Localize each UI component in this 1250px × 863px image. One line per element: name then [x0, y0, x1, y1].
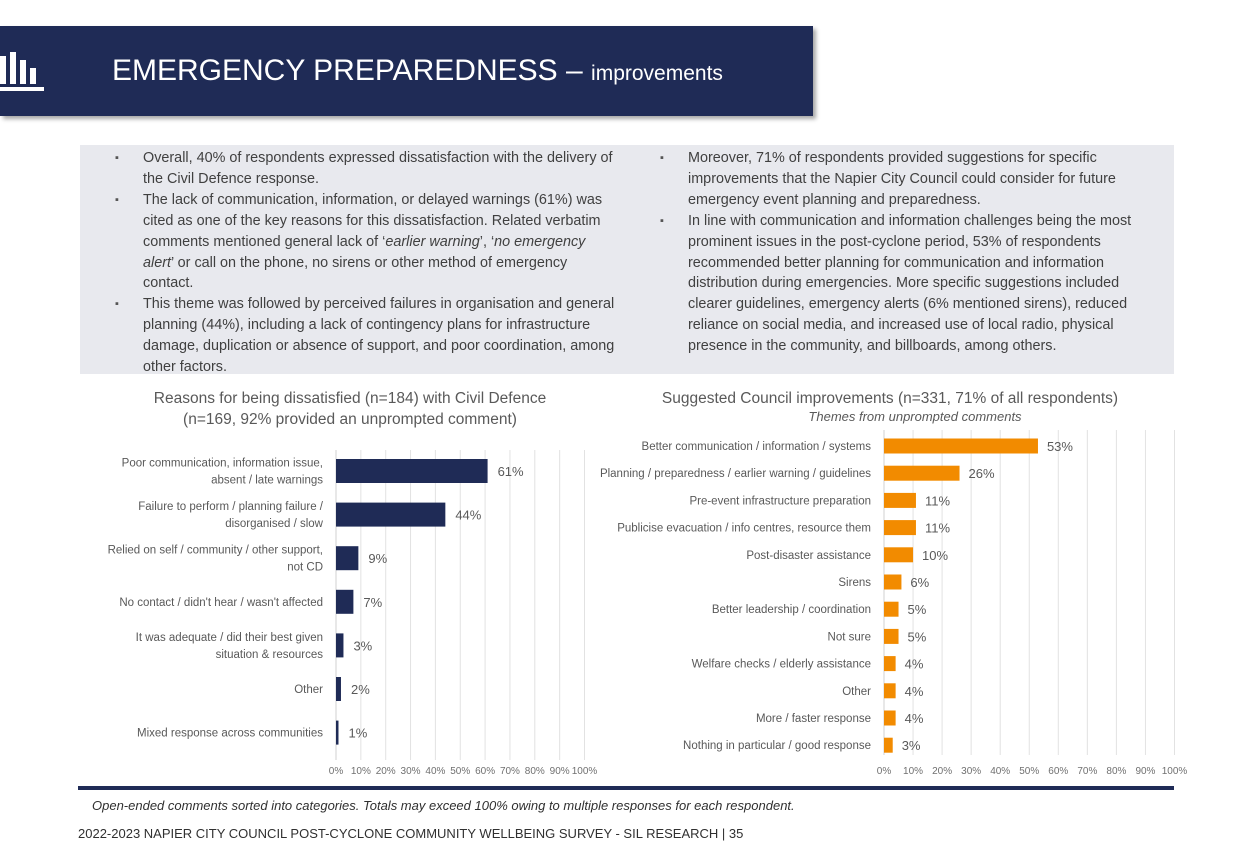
bullet-item: ▪ Moreover, 71% of respondents provided suggestions for specific improvements that the Napier City Council could consider for future emergency event planning and preparedness. — [660, 150, 1116, 208]
data-label: 2% — [350, 682, 370, 697]
x-tick-label: 100% — [1161, 766, 1188, 777]
chart1-title: Reasons for being dissatisfied (n=184) with Civil Defence (n=169, 92% provided an unprompted comment) — [153, 390, 547, 428]
bullet-item: ▪ Overall, 40% of respondents expressed dissatisfaction with the delivery of the Civil Defence response. — [115, 150, 613, 187]
data-label: 7% — [363, 594, 383, 610]
page-footer: 2022-2023 NAPIER CITY COUNCIL POST-CYCLONE COMMUNITY WELLBEING SURVEY - SIL RESEARCH | 35 — [78, 826, 744, 841]
footer-divider — [78, 786, 1174, 790]
bar — [884, 711, 896, 726]
x-tick-label: 0% — [876, 766, 892, 777]
bar — [884, 439, 1038, 454]
data-label: 1% — [348, 725, 368, 741]
data-label: 3% — [353, 638, 373, 654]
x-tick-label: 20% — [932, 766, 953, 777]
bullet-item: ▪ In line with communication and information challenges being the most prominent issues in the post-cyclone period, 53% of respondents recommended better planning for communication and information distribution during emergencies. More specific suggestions included clearer guidelines, emergency alerts (6% mentioned sirens), reduced reliance on social media, and increased use of local radio, physical presence in the community, and billboards, among others. — [660, 212, 1132, 355]
x-tick-label: 80% — [524, 766, 545, 777]
category-label: absent / late warnings — [211, 474, 323, 487]
data-label: 4% — [904, 711, 924, 726]
x-tick-label: 30% — [400, 766, 421, 777]
category-label: Other — [842, 685, 871, 698]
bar — [884, 629, 899, 644]
category-label: not CD — [287, 561, 323, 574]
bar — [884, 466, 960, 481]
x-tick-label: 70% — [1077, 766, 1098, 777]
chart2-subtitle: Themes from unprompted comments — [808, 409, 1022, 424]
data-label: 6% — [910, 575, 930, 590]
x-tick-label: 40% — [990, 766, 1011, 777]
data-label: 5% — [907, 629, 927, 645]
summary-right-column — [660, 148, 1150, 357]
category-label: Failure to perform / planning failure / — [138, 501, 323, 514]
data-label: 10% — [922, 547, 949, 563]
bar-chart-icon — [0, 50, 46, 92]
data-label: 9% — [368, 551, 388, 567]
bullet-square-icon: ▪ — [660, 152, 664, 164]
category-label: Nothing in particular / good response — [683, 740, 871, 753]
category-label: disorganised / slow — [225, 518, 323, 531]
bar — [884, 547, 913, 562]
bar — [884, 493, 916, 508]
data-label: 61% — [497, 464, 524, 479]
bullet-square-icon: ▪ — [115, 152, 119, 164]
category-label: situation & resources — [215, 648, 323, 661]
summary-left-column — [115, 148, 615, 378]
footnote: Open-ended comments sorted into categories. Totals may exceed 100% owing to multiple responses for each respondent. — [92, 798, 795, 813]
data-label: 4% — [904, 683, 924, 699]
x-tick-label: 50% — [450, 766, 471, 777]
bullet-item: ▪ The lack of communication, information, or delayed warnings (61%) was cited as one of the key reasons for this dissatisfaction. Related verbatim comments mentioned general lack of ‘earlier warning’, ‘no emergency alert’ or call on the phone, no sirens or other method of emergency contact. — [115, 191, 603, 292]
category-label: Better communication / information / systems — [641, 441, 871, 453]
category-label: Post-disaster assistance — [746, 549, 871, 562]
category-label: Relied on self / community / other support, — [107, 544, 323, 557]
category-label: Other — [294, 684, 323, 696]
x-tick-label: 90% — [1135, 766, 1156, 777]
x-tick-label: 0% — [328, 766, 344, 777]
x-tick-label: 60% — [475, 766, 496, 777]
bar — [884, 683, 896, 698]
category-label: No contact / didn't hear / wasn't affected — [119, 596, 323, 609]
x-tick-label: 50% — [1019, 766, 1040, 777]
x-tick-label: 60% — [1048, 766, 1069, 777]
data-label: 26% — [968, 466, 995, 482]
category-label: It was adequate / did their best given — [135, 631, 323, 644]
page-title-sub: improvements — [591, 62, 723, 85]
category-label: More / faster response — [755, 713, 871, 725]
data-label: 4% — [904, 656, 924, 672]
bar — [884, 656, 896, 671]
x-tick-label: 70% — [499, 766, 520, 777]
category-label: Poor communication, information issue, — [121, 457, 323, 470]
page-title-main: EMERGENCY PREPAREDNESS – — [112, 54, 583, 87]
bullet-square-icon: ▪ — [115, 193, 119, 206]
x-tick-label: 90% — [549, 766, 570, 777]
chart2-title: Suggested Council improvements (n=331, 71% of all respondents) — [661, 390, 1119, 407]
category-label: Planning / preparedness / earlier warning / guidelines — [599, 468, 871, 481]
category-label: Not sure — [827, 631, 871, 644]
x-tick-label: 20% — [375, 766, 396, 777]
bullet-square-icon: ▪ — [660, 214, 664, 227]
x-tick-label: 10% — [903, 766, 924, 777]
category-label: Mixed response across communities — [137, 727, 323, 740]
data-label: 53% — [1046, 439, 1073, 454]
category-label: Better leadership / coordination — [711, 604, 871, 617]
category-label: Pre-event infrastructure preparation — [689, 495, 871, 508]
suggested-improvements-chart — [0, 425, 1250, 780]
x-tick-label: 100% — [571, 766, 598, 777]
summary-panel — [80, 145, 1174, 374]
data-label: 11% — [924, 520, 951, 536]
x-tick-label: 30% — [961, 766, 982, 777]
category-label: Publicise evacuation / info centres, resource them — [617, 522, 871, 535]
bar — [884, 520, 916, 535]
category-label: Sirens — [838, 577, 871, 589]
category-label: Welfare checks / elderly assistance — [691, 658, 871, 671]
data-label: 44% — [455, 507, 482, 523]
bar — [884, 602, 899, 617]
bar — [884, 575, 901, 590]
x-tick-label: 80% — [1106, 766, 1127, 777]
bullet-square-icon: ▪ — [115, 298, 119, 311]
page-title — [112, 54, 723, 88]
title-banner — [0, 26, 813, 116]
bar — [884, 738, 893, 753]
data-label: 11% — [924, 493, 951, 509]
bullet-item: ▪ This theme was followed by perceived failures in organisation and general planning (44%), including a lack of contingency plans for infrastructure damage, duplication or absence of support, and poor coordination, among other factors. — [115, 296, 615, 376]
x-tick-label: 10% — [350, 766, 371, 777]
data-label: 3% — [901, 738, 921, 754]
data-label: 5% — [907, 602, 927, 618]
x-tick-label: 40% — [425, 766, 446, 777]
